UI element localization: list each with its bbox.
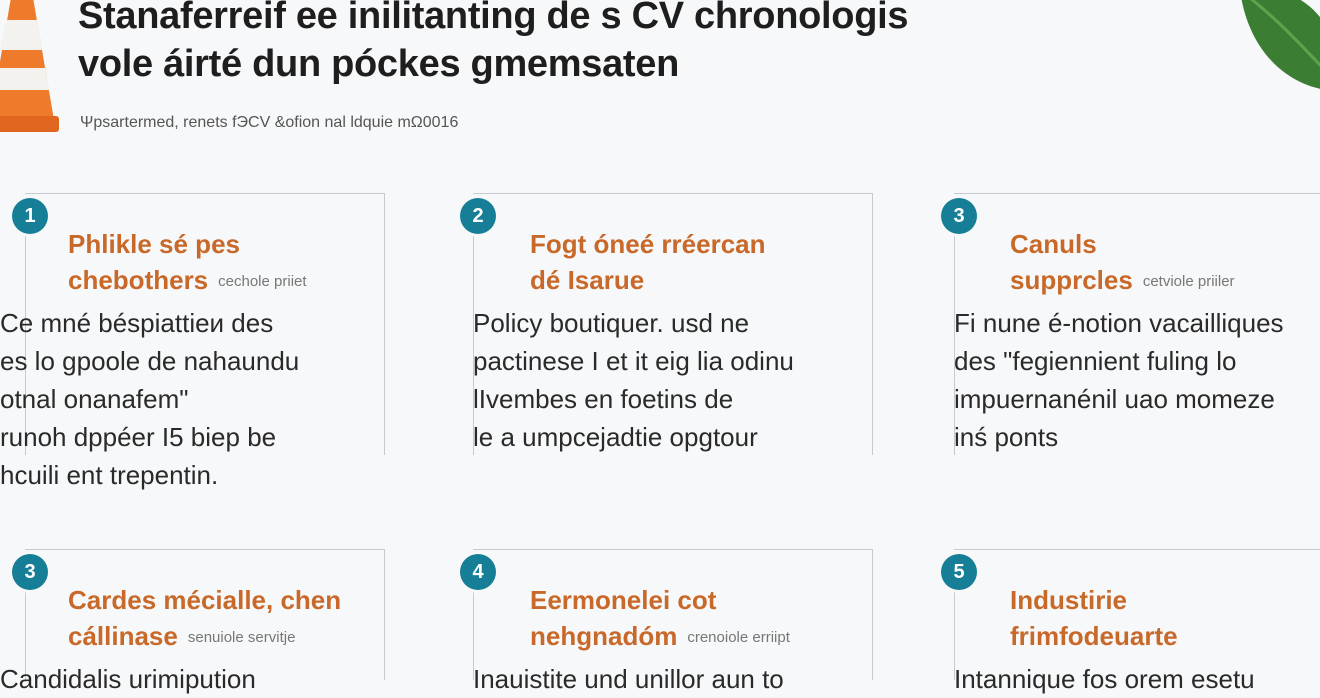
step-number-badge: 3 bbox=[12, 554, 48, 590]
step-body bbox=[0, 304, 372, 494]
page-title bbox=[78, 0, 908, 88]
step-body-line: le a umpcejadtie opgtour bbox=[473, 422, 758, 452]
step-heading-line-2: nehgnadóm bbox=[530, 621, 678, 651]
step-number-badge: 4 bbox=[460, 554, 496, 590]
step-heading bbox=[530, 226, 840, 300]
step-number-badge: 5 bbox=[941, 554, 977, 590]
step-heading-line-2: supprcles bbox=[1010, 265, 1133, 295]
step-body-line: impuernanénil uao momeze bbox=[954, 384, 1275, 414]
traffic-cone-image bbox=[0, 0, 62, 135]
step-tag: senuiole servitje bbox=[187, 629, 296, 647]
step-card-5 bbox=[472, 549, 873, 694]
step-heading-line-1: Cardes mécialle, chen bbox=[68, 585, 342, 615]
step-body-line: hcuili ent trepentin. bbox=[0, 460, 219, 490]
step-heading bbox=[530, 582, 840, 656]
step-body bbox=[473, 660, 845, 698]
step-number-badge: 1 bbox=[12, 198, 48, 234]
step-body bbox=[954, 304, 1320, 456]
step-body-line: Ce mné béspiattieи des bbox=[0, 308, 274, 338]
step-card-2 bbox=[473, 193, 873, 455]
step-body-line: inś ponts bbox=[954, 422, 1059, 452]
step-heading-line-1: Industirie bbox=[1010, 585, 1128, 615]
step-heading-line-1: Eermonelei cot bbox=[530, 585, 717, 615]
step-heading bbox=[68, 582, 378, 656]
step-heading-line-1: Fogt óneé rréercan bbox=[530, 229, 766, 259]
step-body bbox=[0, 660, 372, 698]
step-body-line: pactinese I et it eig lia odinu bbox=[473, 346, 794, 376]
step-card-1 bbox=[0, 193, 385, 490]
step-body-line: lIvembes en foetins de bbox=[473, 384, 734, 414]
step-heading-line-2: chebothers bbox=[68, 265, 209, 295]
step-heading-line-1: Phlikle sé pes bbox=[68, 229, 240, 259]
title-line-1: Stanaferreif ee inilitanting de s CV chronologis bbox=[78, 0, 909, 37]
step-heading-line-2: dé Isarue bbox=[530, 265, 645, 295]
step-body-line: Policy boutiquer. usd ne bbox=[473, 308, 750, 338]
step-body-line: Candidalis urimipution bbox=[0, 664, 256, 694]
step-card-6 bbox=[953, 549, 1320, 694]
step-body-line: Fi nune é-notion vacailliques bbox=[954, 308, 1284, 338]
step-body bbox=[954, 660, 1320, 698]
step-heading-line-2: frimfodeuarte bbox=[1010, 621, 1178, 651]
step-heading-line-1: Canuls bbox=[1010, 229, 1097, 259]
step-body-line: Inauistite und unillor aun to bbox=[473, 664, 784, 694]
step-heading bbox=[1010, 226, 1320, 300]
step-body-line: des "fegiennient fuling lo bbox=[954, 346, 1237, 376]
title-line-2: vole áirté dun póckes gmemsaten bbox=[78, 43, 680, 85]
step-number-badge: 2 bbox=[460, 198, 496, 234]
step-heading bbox=[1010, 582, 1320, 656]
step-body bbox=[473, 304, 845, 456]
step-heading bbox=[68, 226, 378, 300]
step-card-3 bbox=[954, 193, 1320, 455]
step-body-line: runoh dppéer I5 biep be bbox=[0, 422, 277, 452]
step-card-4 bbox=[0, 549, 385, 694]
step-tag: crenoiole erriipt bbox=[687, 629, 790, 647]
page-subtitle: Ψpsartermed, renets fЭCV &ofion nal ldquie mΩ0016 bbox=[80, 114, 459, 131]
step-number-badge: 3 bbox=[941, 198, 977, 234]
step-tag: cetviole priiler bbox=[1142, 273, 1235, 291]
step-body-line: otnal onanafem" bbox=[0, 384, 189, 414]
plant-leaf-image bbox=[1210, 0, 1320, 110]
step-tag: cechole priiet bbox=[218, 273, 307, 291]
step-heading-line-2: cállinase bbox=[68, 621, 178, 651]
step-body-line: Intannique fos orem esetu bbox=[954, 664, 1255, 694]
step-body-line: es lo gpoole de nahaundu bbox=[0, 346, 300, 376]
